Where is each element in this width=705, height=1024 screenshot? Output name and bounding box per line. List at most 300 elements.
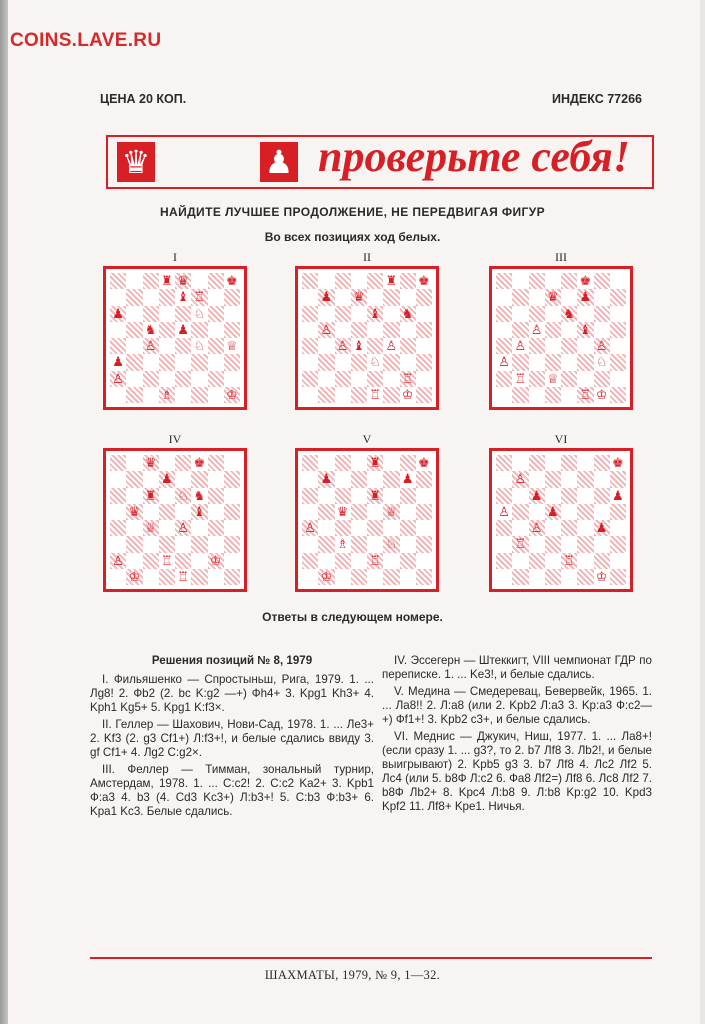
board-square: ♟	[112, 354, 124, 370]
board-square: ♙	[594, 338, 610, 354]
board-square: ♙	[318, 322, 334, 338]
footer-rule	[90, 957, 652, 959]
board-square	[159, 322, 175, 338]
board-square	[545, 569, 561, 585]
board-square: ♖	[369, 386, 381, 402]
board-square	[383, 455, 399, 471]
board-square	[318, 520, 334, 536]
board-square: ♖	[514, 370, 527, 386]
board-square	[110, 536, 126, 552]
board-square	[367, 520, 383, 536]
board-square	[126, 387, 142, 403]
board-square: ♕	[226, 338, 238, 353]
board-square	[367, 504, 383, 520]
board-square	[224, 322, 240, 338]
watermark: COINS.LAVE.RU	[10, 30, 162, 51]
board-square	[351, 536, 367, 552]
board-square	[594, 289, 610, 305]
board-square	[351, 520, 367, 536]
board-square	[191, 569, 207, 585]
board-square	[610, 306, 626, 322]
board-square	[208, 338, 224, 354]
board-square	[545, 354, 561, 370]
board-square	[594, 371, 610, 387]
board-square	[318, 273, 334, 289]
board-square	[159, 354, 175, 370]
board-square	[175, 338, 191, 354]
board-square	[496, 553, 512, 569]
board-square	[175, 504, 191, 520]
board-square	[383, 488, 399, 504]
board-square	[126, 553, 142, 569]
board-square	[577, 536, 593, 552]
board-square	[126, 306, 142, 322]
solution-text: VI. Меднис — Джукич, Ниш, 1977. 1. ... Лa8+! (если сразу 1. ... g3?, то 2. b7 Лf8 3. Лb2!, и белые выигрывают) 2. Kpb5 g3 3. b7 Лf8 4. Лc2 Лf2 5. Лc4 (или 5. b8Ф Л:c2 6. Фa8 Лf2=) Лf8 6. Лc8 Лf2 7. b8Ф Лb2+ 8. Kpc4 Л:b8 9. Л:b8 Kp:g2 10. Kpd3 Kpf2 11. Лf8+ Kpe1. Ничья.	[382, 730, 652, 813]
board-square	[318, 553, 334, 569]
board-square	[610, 569, 626, 585]
board-square	[302, 306, 318, 322]
board-square	[512, 488, 528, 504]
board-square	[335, 306, 351, 322]
board-square	[545, 471, 561, 487]
board-square	[208, 504, 224, 520]
board-square	[110, 471, 126, 487]
board-square: ♖	[561, 553, 577, 569]
board-square	[577, 488, 593, 504]
board-square	[143, 569, 159, 585]
board-square	[383, 322, 399, 338]
board-square	[367, 536, 383, 552]
board-square: ♜	[385, 273, 398, 288]
board-square	[302, 471, 318, 487]
board-square: ♟	[177, 321, 189, 337]
board-square	[318, 455, 334, 471]
board-square	[594, 471, 610, 487]
footer-imprint: ШАХМАТЫ, 1979, № 9, 1—32.	[264, 968, 441, 982]
board-square	[126, 455, 142, 471]
board-square: ♕	[547, 370, 559, 386]
board-square	[561, 289, 577, 305]
board-square	[367, 289, 383, 305]
board-square	[208, 371, 224, 387]
board-square	[577, 504, 593, 520]
board-square	[610, 553, 626, 569]
board-square	[335, 488, 351, 504]
board-square	[351, 488, 367, 504]
board-square	[224, 569, 240, 585]
board-square	[224, 488, 240, 504]
board-square	[367, 338, 383, 354]
board-square	[383, 289, 399, 305]
board-square	[208, 273, 224, 289]
board-square	[400, 488, 416, 504]
board-square	[335, 553, 351, 569]
board-square: ♝	[353, 338, 365, 353]
board-square	[512, 553, 528, 569]
board-square: ♖	[367, 553, 383, 569]
board-square	[302, 322, 318, 338]
board-square	[594, 488, 610, 504]
board-square: ♙	[512, 471, 528, 487]
board-square	[159, 306, 175, 322]
board-square	[512, 322, 528, 338]
board-square	[224, 536, 240, 552]
board-square	[416, 322, 432, 338]
board-square: ♝	[577, 322, 593, 338]
board-square	[224, 471, 240, 487]
board-square	[512, 455, 528, 471]
board-square	[351, 504, 367, 520]
board-square	[335, 387, 351, 403]
board-square	[400, 338, 416, 354]
board-square	[529, 553, 545, 569]
board-square: ♚	[226, 273, 238, 288]
board-square: ♘	[369, 354, 381, 370]
board-square	[383, 387, 399, 403]
board-square	[126, 354, 142, 370]
board-square	[496, 387, 512, 403]
board-square	[610, 289, 626, 305]
board-square	[577, 520, 593, 536]
board-square: ♙	[143, 338, 159, 354]
task-subtitle: НАЙДИТЕ ЛУЧШЕЕ ПРОДОЛЖЕНИЕ, НЕ ПЕРЕДВИГАЯ ФИГУР	[159, 205, 546, 219]
board-square	[561, 322, 577, 338]
board-square	[126, 488, 142, 504]
board-square: ♙	[175, 520, 191, 536]
board-square: ♞	[144, 321, 157, 337]
board-square	[143, 289, 159, 305]
board-square	[159, 455, 175, 471]
board-square	[561, 338, 577, 354]
board-square: ♚	[418, 455, 430, 470]
index-label: ИНДЕКС 77266	[552, 92, 642, 106]
board-square	[224, 553, 240, 569]
board-square	[512, 289, 528, 305]
board-square	[208, 354, 224, 370]
board-square	[191, 322, 207, 338]
board-square: ♚	[193, 455, 206, 470]
board-square	[143, 273, 159, 289]
board-square	[159, 338, 175, 354]
board-square: ♛	[175, 273, 191, 289]
solutions-right-column	[382, 654, 652, 817]
board-square	[351, 273, 367, 289]
board-square	[383, 371, 399, 387]
board-square: ♙	[498, 503, 510, 519]
board-square: ♙	[110, 371, 126, 387]
board-square	[400, 273, 416, 289]
board-square	[191, 553, 207, 569]
board-square	[561, 371, 577, 387]
board-square	[512, 273, 528, 289]
board-square	[512, 520, 528, 536]
board-square	[143, 553, 159, 569]
board-square	[610, 273, 626, 289]
board-square	[512, 387, 528, 403]
board-square	[577, 338, 593, 354]
board-square	[143, 371, 159, 387]
board-square: ♔	[318, 569, 334, 585]
board-square	[224, 354, 240, 370]
board-square: ♙	[110, 553, 126, 569]
board-square	[224, 455, 240, 471]
board-square	[545, 536, 561, 552]
board-square	[577, 569, 593, 585]
board-square	[594, 306, 610, 322]
board-square	[143, 387, 159, 403]
board-square: ♚	[612, 455, 624, 470]
board-square	[175, 371, 191, 387]
board-square	[318, 338, 334, 354]
board-square	[191, 371, 207, 387]
board-square: ♙	[498, 354, 510, 370]
board-square	[318, 504, 334, 520]
board-square	[545, 553, 561, 569]
board-square	[351, 322, 367, 338]
board-square	[496, 306, 512, 322]
board-square	[335, 569, 351, 585]
board-square	[416, 536, 432, 552]
board-square	[367, 322, 383, 338]
board-square: ♛	[143, 455, 159, 471]
board-square	[561, 520, 577, 536]
board-square: ♝	[191, 504, 207, 520]
board-square: ♖	[400, 371, 416, 387]
board-square: ♔	[401, 386, 414, 402]
board-square: ♕	[143, 520, 159, 536]
diagram-number: VI	[554, 432, 568, 446]
board-square	[610, 536, 626, 552]
board-square	[191, 471, 207, 487]
board-square	[496, 536, 512, 552]
board-square	[302, 504, 318, 520]
board-square	[577, 306, 593, 322]
board-square	[529, 354, 545, 370]
board-square	[561, 471, 577, 487]
board-square	[416, 504, 432, 520]
banner-title: проверьте себя!	[318, 132, 630, 181]
board-square: ♗	[159, 387, 175, 403]
board-square	[335, 371, 351, 387]
board-square	[208, 322, 224, 338]
board-square: ♛	[336, 503, 349, 519]
board-square: ♚	[579, 273, 592, 288]
board-square	[383, 471, 399, 487]
board-square	[610, 471, 626, 487]
board-square	[159, 536, 175, 552]
board-square	[302, 289, 318, 305]
board-square: ♟	[577, 289, 593, 305]
board-square	[351, 306, 367, 322]
board-square	[302, 536, 318, 552]
board-square	[383, 520, 399, 536]
board-square	[302, 569, 318, 585]
board-square	[191, 273, 207, 289]
solutions-heading: Решения позиций № 8, 1979	[151, 654, 313, 667]
board-square	[545, 488, 561, 504]
board-square: ♙	[530, 321, 543, 337]
board-square	[335, 354, 351, 370]
board-square: ♘	[595, 354, 608, 370]
board-square	[318, 306, 334, 322]
board-square	[367, 273, 383, 289]
board-square	[175, 455, 191, 471]
board-square	[302, 354, 318, 370]
board-square	[577, 553, 593, 569]
board-square	[496, 338, 512, 354]
board-square: ♙	[514, 338, 527, 353]
board-square: ♛	[351, 289, 367, 305]
solution-text: IV. Эссегерн — Штеккигт, VIII чемпионат ГДР по переписке. 1. ... Ke3!, и белые сдались.	[382, 654, 652, 681]
board-square	[318, 371, 334, 387]
board-square: ♜	[367, 488, 383, 504]
board-square	[175, 306, 191, 322]
board-square	[561, 354, 577, 370]
board-square	[208, 569, 224, 585]
board-square	[175, 553, 191, 569]
price-label: ЦЕНА 20 КОП.	[100, 92, 187, 106]
board-square	[175, 354, 191, 370]
board-square	[383, 569, 399, 585]
board-square	[400, 289, 416, 305]
board-square	[175, 387, 191, 403]
board-square	[529, 569, 545, 585]
chess-diagram	[295, 266, 439, 410]
board-square	[496, 371, 512, 387]
board-square: ♚	[418, 273, 430, 288]
board-square	[594, 322, 610, 338]
board-square	[529, 455, 545, 471]
board-square	[110, 455, 126, 471]
board-square	[545, 322, 561, 338]
board-square	[529, 338, 545, 354]
board-square	[191, 536, 207, 552]
board-square	[302, 553, 318, 569]
board-square	[302, 338, 318, 354]
board-square	[512, 354, 528, 370]
board-square: ♔	[208, 553, 224, 569]
board-square: ♞	[400, 306, 416, 322]
solutions-left-column	[90, 654, 374, 822]
chess-diagram	[489, 448, 633, 592]
board-square: ♔	[595, 386, 608, 402]
board-square	[110, 338, 126, 354]
board-square	[561, 536, 577, 552]
board-square: ♟	[529, 488, 545, 504]
board-square	[400, 520, 416, 536]
board-square	[416, 553, 432, 569]
board-square	[416, 338, 432, 354]
board-square	[496, 455, 512, 471]
board-square	[594, 536, 610, 552]
board-square: ♘	[383, 536, 399, 552]
board-square	[302, 387, 318, 403]
board-square	[208, 536, 224, 552]
board-square	[208, 289, 224, 305]
board-square	[351, 471, 367, 487]
board-square: ♜	[143, 488, 159, 504]
diagram-number: I	[173, 250, 177, 264]
crown-icon: ♛	[117, 142, 155, 182]
board-square	[416, 289, 432, 305]
board-square	[159, 520, 175, 536]
board-square: ♞	[193, 487, 206, 503]
board-square	[561, 488, 577, 504]
board-square	[577, 371, 593, 387]
board-square	[416, 569, 432, 585]
board-square	[416, 471, 432, 487]
board-square	[400, 536, 416, 552]
diagram-number: IV	[168, 432, 182, 446]
board-square	[545, 306, 561, 322]
board-square	[529, 273, 545, 289]
board-square	[545, 387, 561, 403]
title-banner	[106, 132, 654, 189]
board-square	[302, 371, 318, 387]
board-square	[224, 289, 240, 305]
solution-text: V. Медина — Смедеревац, Бевервейк, 1965. 1. ... Лa8!! 2. Л:a8 (или 2. Kpb2 Л:a3 3. Kp:a3 Ф:c2—+) Фf1+! 3. Kpb2 c3+, и белые сдались.	[382, 685, 652, 726]
board-square	[143, 504, 159, 520]
board-square	[335, 322, 351, 338]
board-square: ♟	[110, 306, 126, 322]
board-square	[610, 338, 626, 354]
board-square	[561, 273, 577, 289]
board-square	[383, 354, 399, 370]
board-square	[351, 455, 367, 471]
board-square	[208, 520, 224, 536]
board-square: ♜	[161, 273, 173, 288]
board-square	[529, 471, 545, 487]
move-note: Во всех позициях ход белых.	[264, 230, 441, 244]
board-square	[594, 553, 610, 569]
board-square: ♖	[577, 387, 593, 403]
board-square	[224, 504, 240, 520]
board-square	[594, 455, 610, 471]
board-square	[545, 273, 561, 289]
board-square	[351, 569, 367, 585]
board-square	[302, 488, 318, 504]
board-square	[383, 306, 399, 322]
board-square	[351, 553, 367, 569]
board-square	[367, 371, 383, 387]
board-square	[610, 322, 626, 338]
board-square: ♝	[177, 289, 189, 305]
board-square	[335, 289, 351, 305]
chess-diagram	[103, 448, 247, 592]
board-square	[175, 471, 191, 487]
board-square	[110, 322, 126, 338]
board-square	[400, 569, 416, 585]
board-square	[512, 504, 528, 520]
board-square: ♘	[175, 488, 191, 504]
board-square: ♖	[191, 289, 207, 305]
board-square: ♟	[318, 471, 334, 487]
board-square	[545, 520, 561, 536]
board-square	[529, 289, 545, 305]
board-square: ♖	[161, 552, 173, 568]
board-square	[110, 488, 126, 504]
board-square: ♕	[383, 504, 399, 520]
board-square: ♞	[561, 306, 577, 322]
board-square	[400, 322, 416, 338]
board-square	[110, 504, 126, 520]
board-square	[496, 569, 512, 585]
diagram-number: III	[555, 250, 567, 264]
board-square	[335, 273, 351, 289]
board-square	[400, 455, 416, 471]
board-square: ♙	[302, 520, 318, 536]
board-square	[126, 273, 142, 289]
